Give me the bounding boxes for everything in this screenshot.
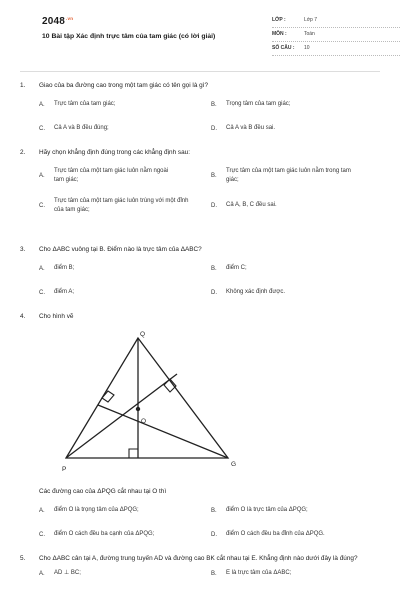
question-text: Giao của ba đường cao trong một tam giác có tên gọi là gì? bbox=[39, 82, 209, 89]
point-label-o: O bbox=[141, 418, 147, 425]
option-c[interactable]: C. Trực tâm của một tam giác luôn trùng với một đỉnh của tam giác; bbox=[39, 197, 189, 213]
logo-main: 2048 bbox=[42, 16, 66, 27]
option-b[interactable]: B. E là trực tâm của ΔABC; bbox=[211, 570, 292, 577]
option-b[interactable]: B. điểm C; bbox=[211, 265, 247, 272]
option-d[interactable]: D. Không xác định được. bbox=[211, 289, 285, 296]
header-divider bbox=[20, 71, 380, 72]
question-4-continued bbox=[20, 488, 380, 547]
vertex-label-g: G bbox=[231, 461, 237, 468]
question-text: Cho hình vẽ bbox=[39, 313, 74, 320]
question-number: 2. bbox=[20, 149, 26, 156]
meta-value: 10 bbox=[304, 45, 310, 52]
triangle-figure bbox=[60, 330, 250, 475]
option-a[interactable]: A. AD ⊥ BC; bbox=[39, 570, 81, 577]
question-1 bbox=[20, 82, 380, 141]
option-c[interactable]: C. Cả A và B đều đúng; bbox=[39, 125, 109, 132]
meta-key: LỚP : bbox=[272, 17, 286, 24]
option-c[interactable]: C. điểm O cách đều ba cạnh của ΔPQG; bbox=[39, 531, 155, 538]
option-a[interactable]: A. điểm B; bbox=[39, 265, 75, 272]
meta-row-count bbox=[272, 42, 400, 56]
question-text: Cho ΔABC vuông tại B. Điểm nào là trực tâm của ΔABC? bbox=[39, 246, 202, 253]
meta-row-subject bbox=[272, 28, 400, 42]
meta-key: MÔN : bbox=[272, 31, 287, 38]
question-number: 1. bbox=[20, 82, 26, 89]
question-number: 4. bbox=[20, 313, 26, 320]
option-b[interactable]: B. điểm O là trực tâm của ΔPQG; bbox=[211, 507, 308, 514]
option-d[interactable]: D. Cả A và B đều sai. bbox=[211, 125, 276, 132]
option-a[interactable]: A. Trực tâm của một tam giác luôn nằm ngoài tam giác; bbox=[39, 167, 169, 183]
question-5 bbox=[20, 555, 380, 584]
option-b[interactable]: B. Trực tâm của một tam giác luôn nằm trong tam giác; bbox=[211, 167, 351, 183]
option-c[interactable]: C. điểm A; bbox=[39, 289, 75, 296]
question-text: Hãy chọn khẳng định đúng trong các khẳng định sau: bbox=[39, 149, 190, 156]
meta-value: Lớp 7 bbox=[304, 17, 318, 24]
question-number: 5. bbox=[20, 555, 26, 562]
right-angle-mark-left bbox=[102, 391, 114, 402]
vertex-label-q: Q bbox=[140, 331, 146, 338]
question-2 bbox=[20, 149, 380, 218]
question-followup: Các đường cao của ΔPQG cắt nhau tại O thì bbox=[39, 488, 167, 495]
site-logo[interactable] bbox=[42, 15, 73, 29]
orthocenter-point bbox=[136, 407, 140, 411]
metadata-table bbox=[272, 14, 400, 56]
question-number: 3. bbox=[20, 246, 26, 253]
vertex-label-p: P bbox=[62, 466, 67, 473]
logo-suffix: .vn bbox=[66, 15, 74, 21]
document-title: 10 Bài tập Xác định trực tâm của tam giác (có lời giải) bbox=[42, 33, 216, 40]
meta-value: Toán bbox=[304, 31, 315, 38]
question-4 bbox=[20, 313, 380, 322]
meta-key: SỐ CÂU : bbox=[272, 45, 295, 52]
altitude-from-p bbox=[66, 374, 177, 458]
question-3 bbox=[20, 246, 380, 305]
option-b[interactable]: B. Trọng tâm của tam giác; bbox=[211, 101, 291, 108]
option-d[interactable]: D. Cả A, B, C đều sai. bbox=[211, 202, 277, 209]
meta-row-grade bbox=[272, 14, 400, 28]
option-d[interactable]: D. điểm O cách đều ba đỉnh của ΔPQG. bbox=[211, 531, 325, 538]
option-a[interactable]: A. Trực tâm của tam giác; bbox=[39, 101, 116, 108]
document-header bbox=[20, 0, 380, 60]
question-text: Cho ΔABC cân tại A, đường trung tuyến AD và đường cao BK cắt nhau tại E. Khẳng định nào dưới đây là đúng? bbox=[39, 555, 358, 562]
right-angle-mark-base bbox=[129, 449, 138, 458]
option-a[interactable]: A. điểm O là trọng tâm của ΔPQG; bbox=[39, 507, 139, 514]
